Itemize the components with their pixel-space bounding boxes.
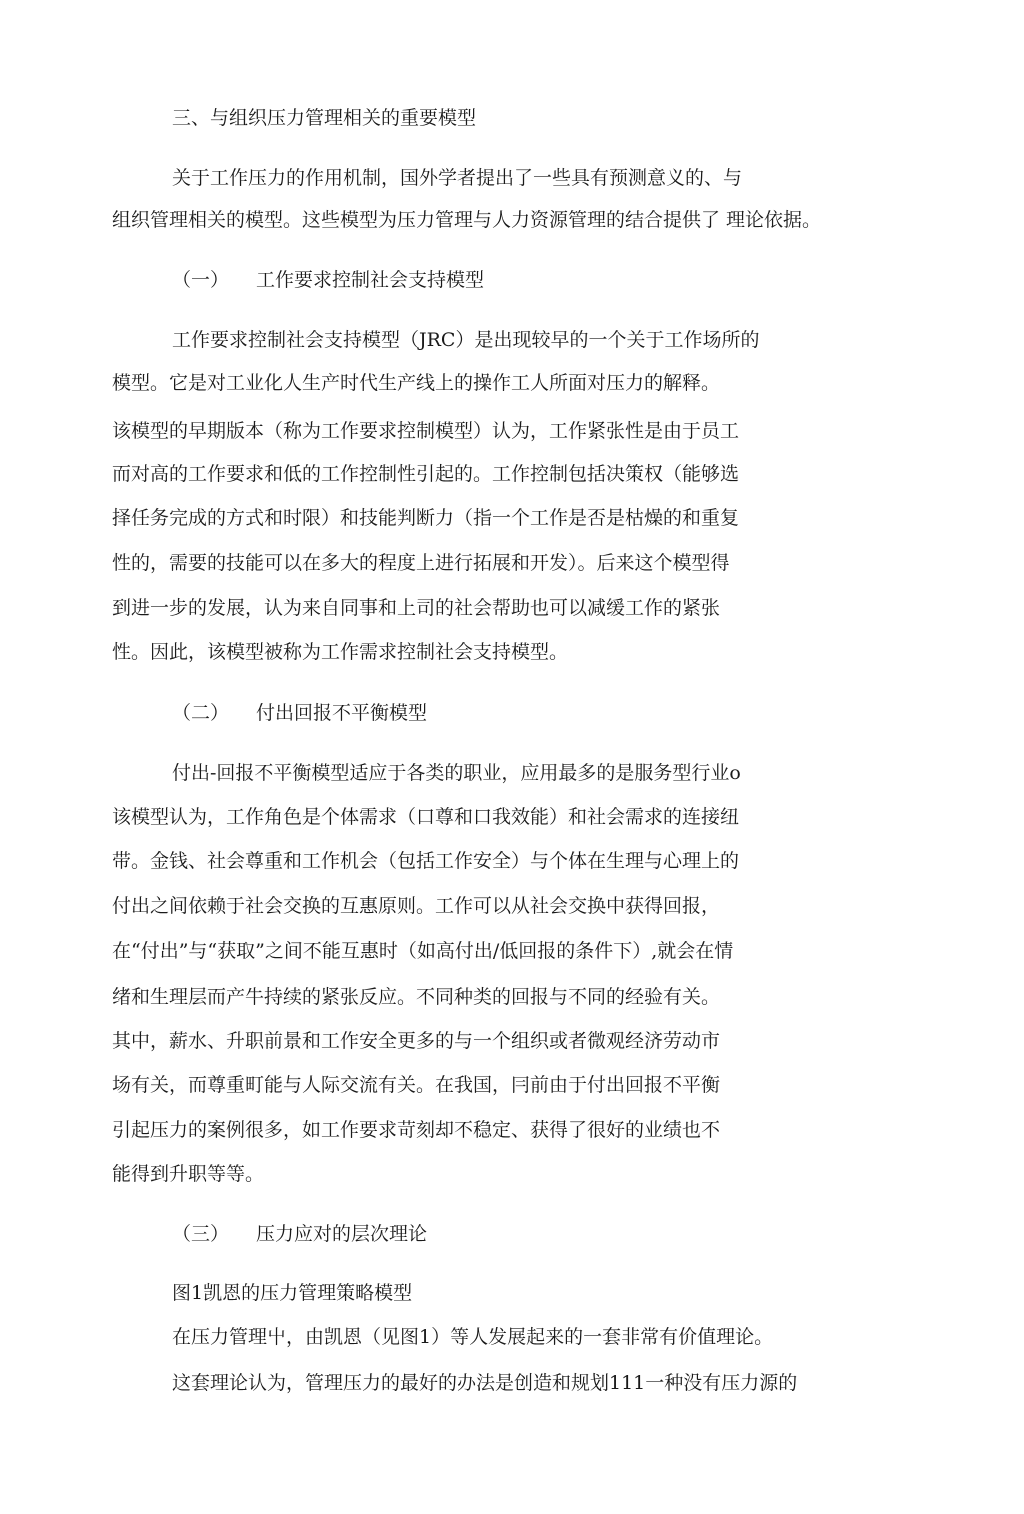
paragraph-line: 该模型认为，工作角色是个体需求（口尊和口我效能）和社会需求的连接纽 <box>112 806 740 828</box>
paragraph-line: 到进一步的发展，认为来自同事和上司的社会帮助也可以减缓工作的紧张 <box>112 597 721 619</box>
paragraph-line: 在“付出”与“获取”之间不能互惠时（如高付出/低回报的条件下）,就会在情 <box>112 940 734 962</box>
paragraph-line: 性的，需要的技能可以在多大的程度上进行拓展和开发）。后来这个模型得 <box>112 552 730 574</box>
subsection-1-title: 工作要求控制社会支持模型 <box>256 269 485 291</box>
subsection-1-number: （一） <box>172 269 230 291</box>
subsection-2-number: （二） <box>172 702 230 724</box>
section-heading: 三、与组织压力管理相关的重要模型 <box>172 107 477 129</box>
paragraph-line: 引起压力的案例很多，如工作要求苛刻却不稳定、获得了很好的业绩也不 <box>112 1119 721 1141</box>
subsection-3-number: （三） <box>172 1223 230 1245</box>
paragraph-line: 其中，薪水、升职前景和工作安全更多的与一个组织或者微观经济劳动市 <box>112 1030 721 1052</box>
figure-caption: 图1凯恩的压力管理策略模型 <box>172 1282 413 1304</box>
paragraph-line: 模型。它是对工业化人生产时代生产线上的操作工人所面对压力的解释。 <box>112 372 721 394</box>
paragraph-line: 能得到升职等等。 <box>112 1163 265 1185</box>
subsection-2-title: 付出回报不平衡模型 <box>256 702 428 724</box>
paragraph-line: 该模型的早期版本（称为工作要求控制模型）认为，工作紧张性是由于员工 <box>112 420 740 442</box>
subsection-3-title: 压力应对的层次理论 <box>256 1223 428 1245</box>
paragraph-line: 性。因此，该模型被称为工作需求控制社会支持模型。 <box>112 641 569 663</box>
paragraph-line: 这套理论认为，管理压力的最好的办法是创造和规划111一种没有压力源的 <box>172 1372 798 1394</box>
paragraph-line: 场有关，而尊重町能与人际交流有关。在我国，冃前由于付出回报不平衡 <box>112 1074 721 1096</box>
intro-line-1: 关于工作压力的作用机制，国外学者提出了一些具有预测意义的、与 <box>172 167 743 189</box>
paragraph-line: 而对高的工作要求和低的工作控制性引起的。工作控制包括决策权（能够选 <box>112 463 740 485</box>
paragraph-line: 绪和生理层而产牛持续的紧张反应。不同种类的回报与不同的经验有关。 <box>112 986 721 1008</box>
intro-line-2: 组织管理相关的模型。这些模型为压力管理与人力资源管理的结合提供了 理论依据。 <box>112 209 822 231</box>
paragraph-line: 在压力管理屮，由凯恩（见图1）等人发展起来的一套非常有价值理论。 <box>172 1326 774 1348</box>
paragraph-line: 付出-回报不平衡模型适应于各类的职业，应用最多的是服务型行业o <box>172 762 741 784</box>
paragraph-line: 付出之间依赖于社会交换的互惠原则。工作可以从社会交换中获得回报， <box>112 895 721 917</box>
paragraph-line: 带。金钱、社会尊重和工作机会（包括工作安全）与个体在生理与心理上的 <box>112 850 740 872</box>
paragraph-line: 工作要求控制社会支持模型（JRC）是出现较早的一个关于工作场所的 <box>172 329 760 351</box>
paragraph-line: 择任务完成的方式和时限）和技能判断力（指一个工作是否是枯燥的和重复 <box>112 507 740 529</box>
